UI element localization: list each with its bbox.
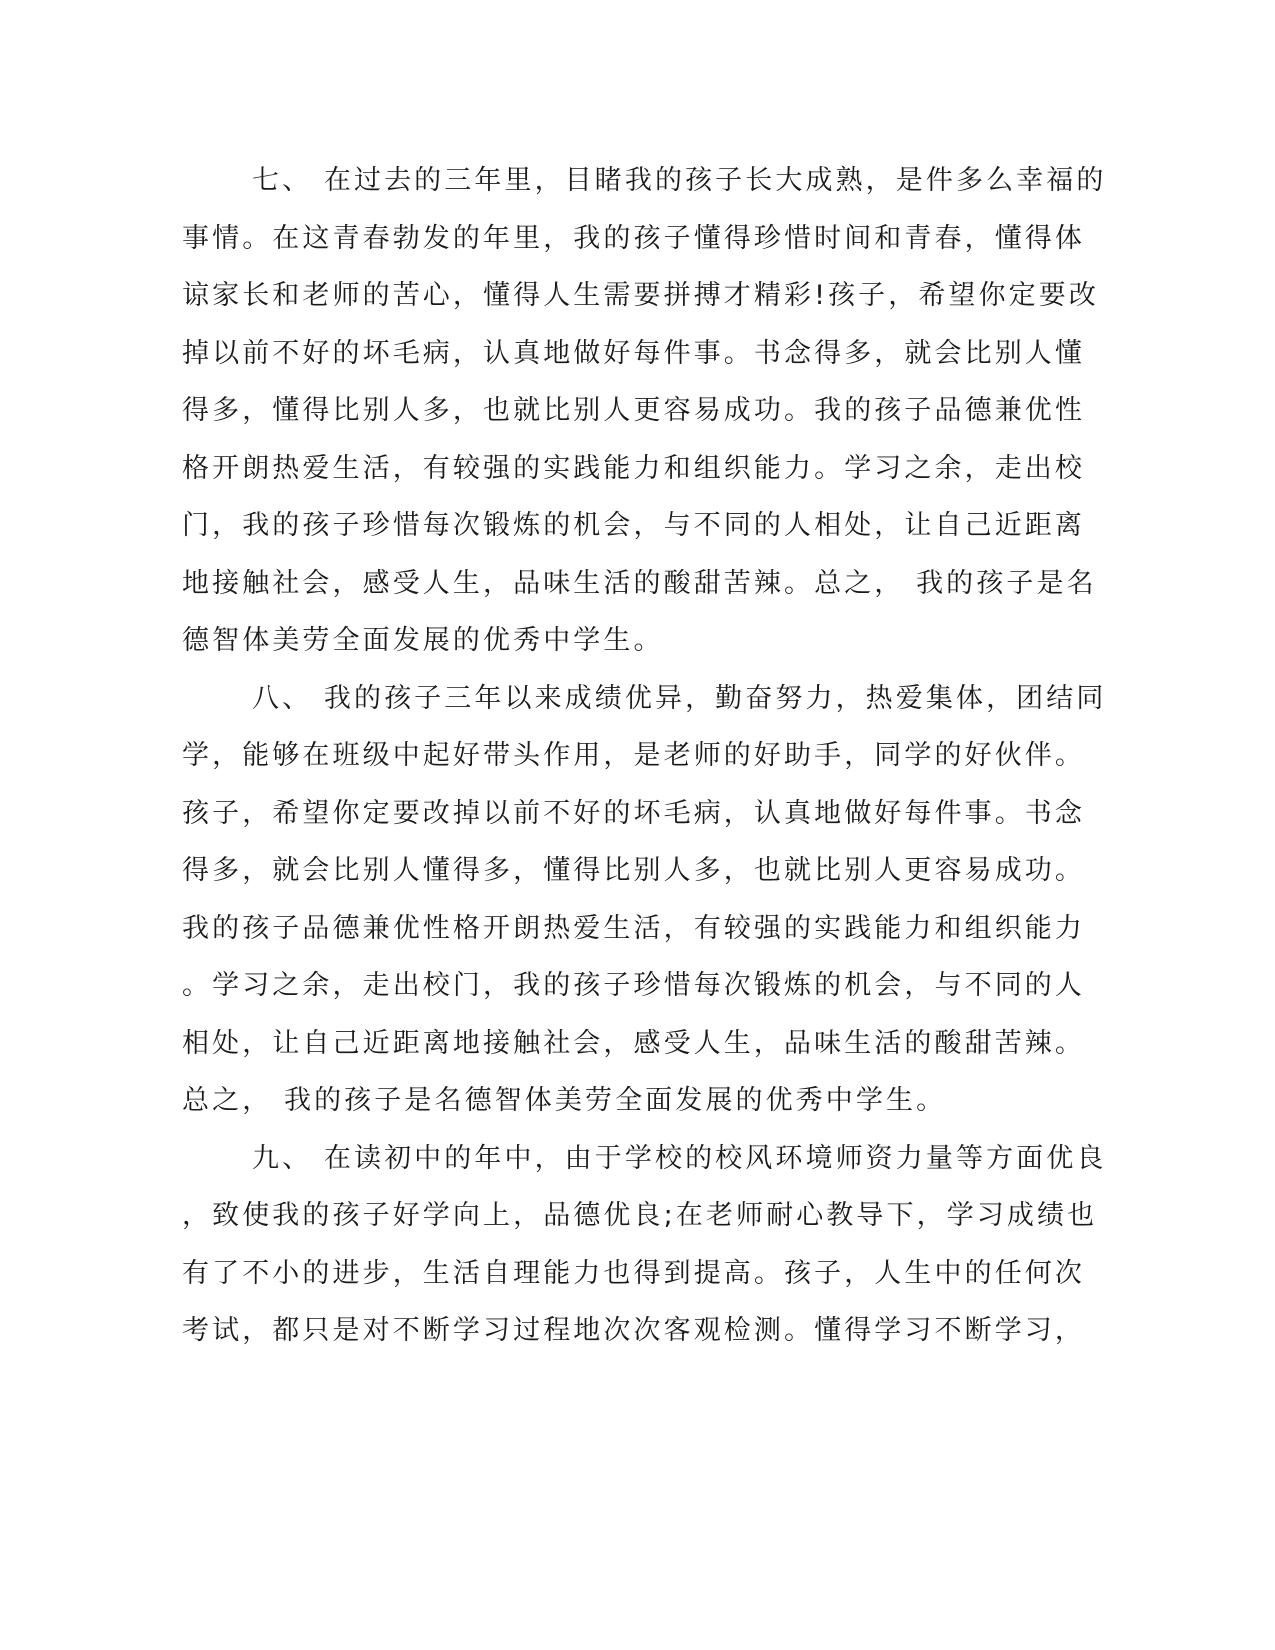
paragraph-line: 相处，让自己近距离地接触社会，感受人生，品味生活的酸甜苦辣。 (182, 1027, 1085, 1059)
paragraph-line: 七、 在过去的三年里，目睹我的孩子长大成熟，是件多么幸福的 (252, 165, 1107, 196)
document-body (182, 152, 1107, 1360)
paragraph-line: 考试，都只是对不断学习过程地次次客观检测。懂得学习不断学习， (182, 1315, 1085, 1346)
paragraph-line: 总之， 我的孩子是名德智体美劳全面发展的优秀中学生。 (182, 1085, 947, 1116)
paragraph-line: 学，能够在班级中起好带头作用，是老师的好助手，同学的好伙伴。 (182, 740, 1085, 771)
paragraph-line: 孩子，希望你定要改掉以前不好的坏毛病，认真地做好每件事。书念 (182, 797, 1085, 829)
paragraph-line: ，致使我的孩子好学向上，品德优良;在老师耐心教导下，学习成绩也 (182, 1200, 1098, 1231)
paragraph-line: 得多，就会比别人懂得多，懂得比别人多，也就比别人更容易成功。 (182, 855, 1085, 886)
paragraph-9 (182, 1130, 1107, 1360)
paragraph-line: 。学习之余，走出校门，我的孩子珍惜每次锻炼的机会，与不同的人 (182, 970, 1085, 1001)
paragraph-line: 门，我的孩子珍惜每次锻炼的机会，与不同的人相处，让自己近距离 (182, 510, 1085, 541)
paragraph-line: 九、 在读初中的年中，由于学校的校风环境师资力量等方面优良 (252, 1142, 1107, 1174)
paragraph-line: 谅家长和老师的苦心，懂得人生需要拼搏才精彩!孩子，希望你定要改 (182, 280, 1099, 311)
paragraph-line: 我的孩子品德兼优性格开朗热爱生活，有较强的实践能力和组织能力 (182, 912, 1085, 944)
paragraph-line: 八、 我的孩子三年以来成绩优异，勤奋努力，热爱集体，团结同 (252, 682, 1107, 714)
paragraph-line: 格开朗热爱生活，有较强的实践能力和组织能力。学习之余，走出校 (182, 452, 1085, 484)
paragraph-7 (182, 152, 1107, 670)
paragraph-line: 德智体美劳全面发展的优秀中学生。 (182, 625, 664, 656)
paragraph-line: 地接触社会，感受人生，品味生活的酸甜苦辣。总之， 我的孩子是名 (182, 567, 1097, 599)
paragraph-line: 事情。在这青春勃发的年里，我的孩子懂得珍惜时间和青春，懂得体 (182, 222, 1085, 254)
paragraph-line: 掉以前不好的坏毛病，认真地做好每件事。书念得多，就会比别人懂 (182, 337, 1085, 369)
paragraph-8 (182, 670, 1107, 1130)
paragraph-line: 得多，懂得比别人多，也就比别人更容易成功。我的孩子品德兼优性 (182, 395, 1085, 426)
paragraph-line: 有了不小的进步，生活自理能力也得到提高。孩子，人生中的任何次 (182, 1257, 1085, 1289)
